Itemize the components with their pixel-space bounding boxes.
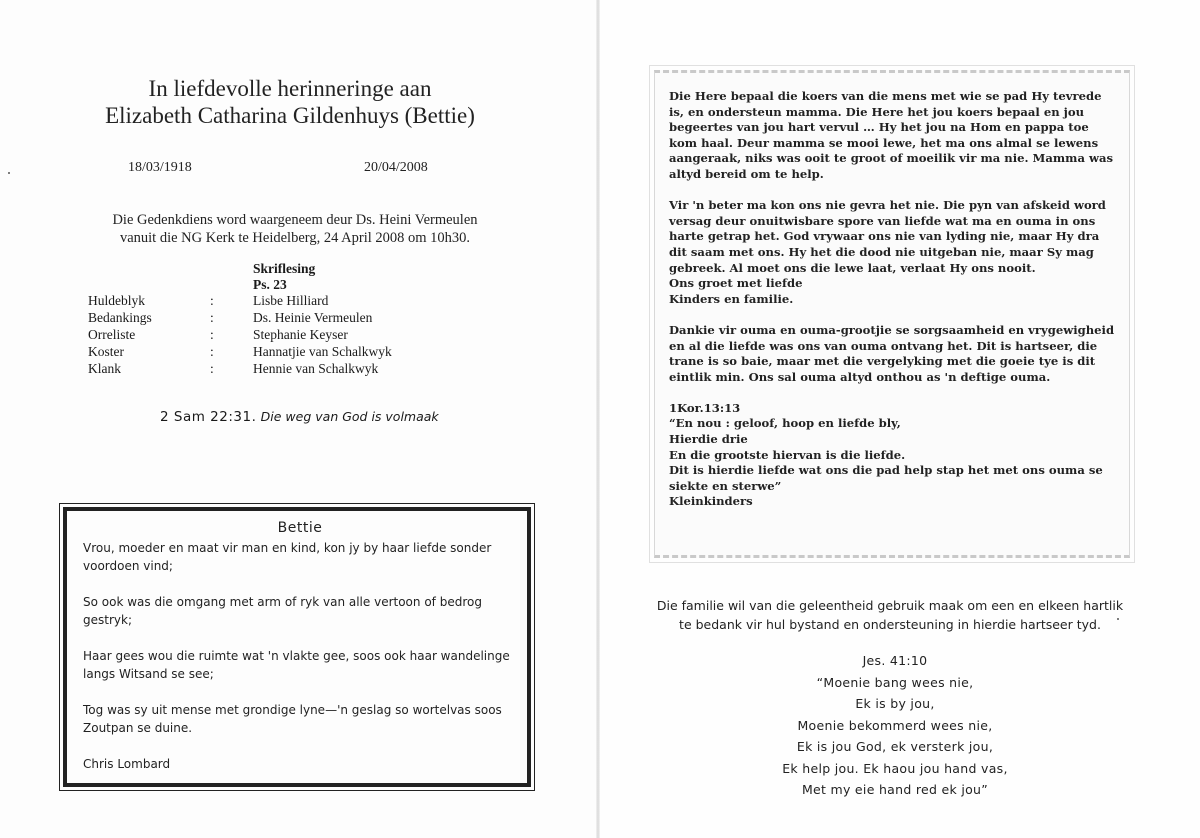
poem-line: gestryk; [83, 613, 132, 627]
tribute-verse-ref: 1Kor.13:13 [669, 400, 741, 415]
bible-verse-line: “Moenie bang wees nie, [816, 674, 974, 690]
program-separator: : [210, 361, 214, 376]
program-role: Huldeblyk [88, 293, 145, 308]
poem-stanza [83, 701, 517, 737]
poem-line: Vrou, moeder en maat vir man en kind, kon jy by haar liefde sonder [83, 541, 492, 555]
program-list [88, 292, 392, 377]
scan-speck [8, 172, 10, 174]
tribute-line: Hierdie drie [669, 432, 748, 447]
tribute-paragraph [669, 198, 1115, 307]
tribute-line: Dit is hierdie liefde wat ons die pad help stap het met ons ouma se siekte en sterwe” [669, 463, 1103, 493]
tribute-line: En die grootste hiervan is die liefde. [669, 447, 906, 462]
program-row [88, 292, 392, 309]
poem-line: Haar gees wou die ruimte wat 'n vlakte gee, soos ook haar wandelinge [83, 649, 510, 663]
program-person: Hennie van Schalkwyk [253, 361, 379, 376]
verse-text: Die weg van God is volmaak [260, 409, 439, 424]
poem-title: Bettie [277, 520, 323, 536]
program-separator: : [210, 293, 214, 308]
program-row [88, 326, 392, 343]
verse-reference: 2 Sam 22:31. [160, 409, 257, 425]
bible-verse-reference: Jes. 41:10 [862, 653, 928, 668]
poem-line: langs Witsand se see; [83, 667, 214, 681]
tribute-paragraph: Die Here bepaal die koers van die mens met wie se pad Hy tevrede is, en ondersteun mamma. Die Here het jou koers bepaal en jou begeertes van jou hart vervul … Hy het jou na Hom en pappa toe kom haal. Deur mamma se mooi lewe, het ma ons almal se lewens aangeraak, niks was ooit te groot of moeilik vir ma nie. Mamma was altyd bereid om te help. [669, 89, 1114, 181]
bible-verse-line: Moenie bekommerd wees nie, [797, 717, 993, 733]
tribute-frame [654, 70, 1130, 558]
poem-stanza [83, 593, 517, 629]
program-role: Klank [88, 361, 121, 376]
bible-verse-line: Met my eie hand red ek jou” [801, 782, 989, 797]
program-person: Stephanie Keyser [253, 327, 348, 342]
death-date: 20/04/2008 [364, 160, 428, 175]
program-role: Koster [88, 344, 124, 359]
tribute-paragraph [669, 401, 1115, 510]
program-row [88, 360, 392, 377]
poem-line: Zoutpan se duine. [83, 721, 193, 735]
service-line1: Die Gedenkdiens word waargeneem deur Ds. Heini Vermeulen [112, 212, 478, 228]
tribute-signoff: Kinders en familie. [669, 291, 794, 306]
thanks-line: te bedank vir hul bystand en ondersteuning in hierdie hartseer tyd. [679, 617, 1101, 632]
poem-line: So ook was die omgang met arm of ryk van alle vertoon of bedrog [83, 595, 482, 609]
verse-line [160, 409, 439, 425]
program-separator: : [210, 327, 214, 342]
program-person: Hannatjie van Schalkwyk [253, 344, 392, 359]
tribute-signoff: Kleinkinders [669, 494, 753, 509]
tribute-paragraph: Dankie vir ouma en ouma-grootjie se sorgsaamheid en vrygewigheid en al die liefde was ons van ouma ontvang het. Dit is hartseer, die trane is so baie, maar met die vergelyking met die goeie tye is dit eintlik min. Ons sal ouma altyd onthou as 'n deftige ouma. [669, 322, 1115, 384]
thanks-line: Die familie wil van die geleentheid gebruik maak om een en elkeen hartlik [656, 598, 1124, 613]
tribute-line: Ons groet met liefde [669, 276, 803, 291]
program-person: Ds. Heinie Vermeulen [253, 310, 373, 325]
memorial-heading-line1: In liefdevolle herinneringe aan [148, 76, 432, 101]
poem-line: Tog was sy uit mense met grondige lyne—'n geslag so wortelvas soos [83, 703, 502, 717]
scripture-reading: Ps. 23 [253, 277, 287, 292]
bible-verse-line: Ek is jou God, ek versterk jou, [796, 739, 994, 754]
program-role: Bedankings [88, 310, 152, 325]
poem-author: Chris Lombard [83, 757, 171, 771]
tribute-line: Vir 'n beter ma kon ons nie gevra het nie. Die pyn van afskeid word versag deur onuitwisbare spore van liefde wat ma en ouma in ons harte getrap het. God vrywaar ons nie van lyding nie, maar Hy dra dit saam met ons. Hy het die dood nie uitgeban nie, maar Sy mag gebreek. Al moet ons die lewe laat, verlaat Hy ons nooit. [669, 198, 1106, 275]
bible-verse [760, 650, 1030, 801]
poem [83, 519, 517, 773]
scan-speck [1117, 618, 1119, 620]
poem-line: voordoen vind; [83, 559, 173, 573]
program-separator: : [210, 344, 214, 359]
program-separator: : [210, 310, 214, 325]
tribute-line: “En nou : geloof, hoop en liefde bly, [669, 416, 901, 431]
program-role: Orreliste [88, 327, 136, 342]
scripture-label: Skriflesing [253, 261, 316, 276]
thanks-note [640, 596, 1140, 634]
poem-stanza [83, 539, 517, 575]
program-row [88, 343, 392, 360]
program-row [88, 309, 392, 326]
poem-stanza [83, 647, 517, 683]
poem-frame [63, 507, 531, 787]
bible-verse-line: Ek is by jou, [855, 696, 935, 711]
memorial-heading-name: Elizabeth Catharina Gildenhuys (Bettie) [105, 103, 475, 128]
bible-verse-line: Ek help jou. Ek haou jou hand vas, [782, 760, 1008, 776]
service-line2: vanuit die NG Kerk te Heidelberg, 24 April 2008 om 10h30. [119, 230, 471, 246]
program-person: Lisbe Hilliard [253, 293, 329, 308]
left-page [0, 0, 598, 838]
tribute-text [669, 89, 1115, 510]
birth-date: 18/03/1918 [128, 160, 192, 175]
